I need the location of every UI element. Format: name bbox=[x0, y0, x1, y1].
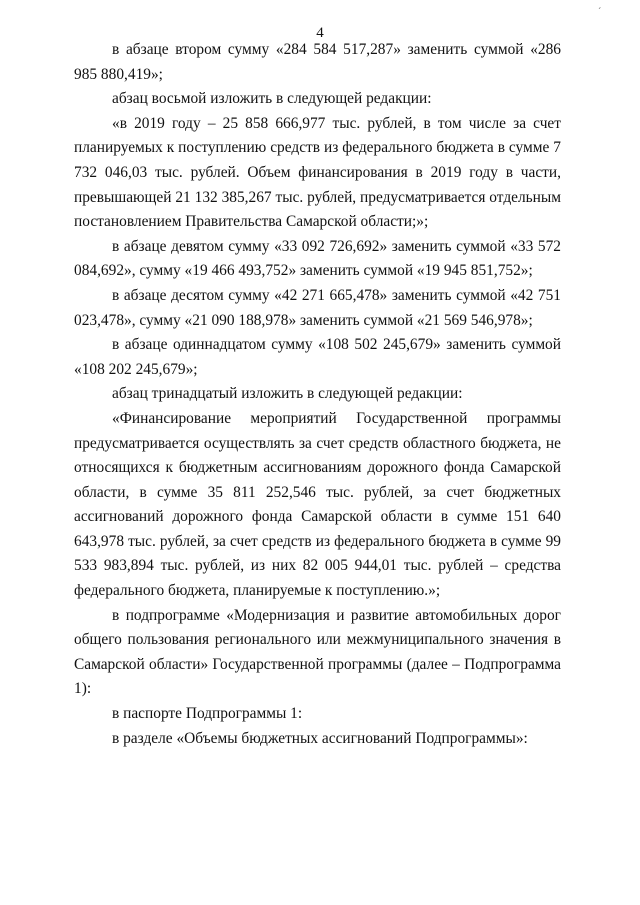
paragraph-7: абзац тринадцатый изложить в следующей редакции: bbox=[112, 385, 463, 403]
paragraph-10: в паспорте Подпрограммы 1: bbox=[112, 705, 303, 723]
paragraph-3: «в 2019 году – 25 858 666,977 тыс. рублей, в том числе за счет планируемых к поступлению средств из федерального бюджета в сумме 7 732 046,03 тыс. рублей. Объем финансирования в 2019 году в части, превышающей 21 132 385,267 тыс. рублей, предусматривается отдельным постановлением Правительства Самарской области;»; bbox=[74, 114, 561, 231]
scan-mark: ˊ bbox=[598, 7, 602, 18]
document-body bbox=[74, 38, 561, 751]
paragraph-2: абзац восьмой изложить в следующей редакции: bbox=[112, 90, 432, 108]
paragraph-4: в абзаце девятом сумму «33 092 726,692» заменить суммой «33 572 084,692», сумму «19 466 493,752» заменить суммой «19 945 851,752»; bbox=[74, 237, 561, 280]
paragraph-11: в разделе «Объемы бюджетных ассигнований Подпрограммы»: bbox=[112, 729, 528, 747]
paragraph-8: «Финансирование мероприятий Государственной программы предусматривается осуществлять за счет средств областного бюджета, не относящихся к бюджетным ассигнованиям дорожного фонда Самарской области, в сумме 35 811 252,546 тыс. рублей, за счет бюджетных ассигнований дорожного фонда Самарской области в сумме 151 640 643,978 тыс. рублей, за счет средств из федерального бюджета в сумме 99 533 983,894 тыс. рублей, из них 82 005 944,01 тыс. рублей – средства федерального бюджета, планируемые к поступлению.»; bbox=[74, 409, 561, 600]
page-number: 4 bbox=[316, 25, 324, 41]
paragraph-1: в абзаце втором сумму «284 584 517,287» заменить суммой «286 985 880,419»; bbox=[74, 41, 561, 83]
paragraph-6: в абзаце одиннадцатом сумму «108 502 245,679» заменить суммой «108 202 245,679»; bbox=[74, 336, 561, 378]
paragraph-5: в абзаце десятом сумму «42 271 665,478» заменить суммой «42 751 023,478», сумму «21 090 188,978» заменить суммой «21 569 546,978»; bbox=[74, 286, 561, 329]
paragraph-9: в подпрограмме «Модернизация и развитие автомобильных дорог общего пользования регионального или межмуниципального значения в Самарской области» Государственной программы (далее – Подпрограмма 1): bbox=[74, 606, 561, 698]
